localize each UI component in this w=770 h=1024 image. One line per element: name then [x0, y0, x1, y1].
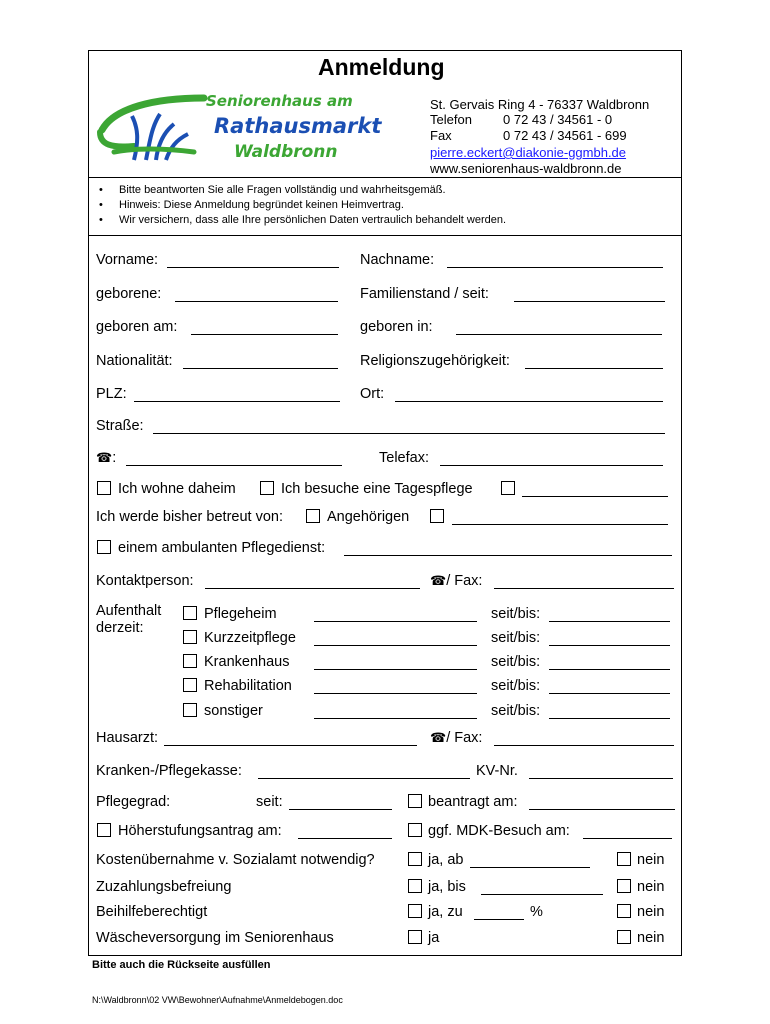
waesche-label: Wäscheversorgung im Seniorenhaus — [96, 930, 334, 946]
contact-telefon-value: 0 72 43 / 34561 - 0 — [503, 112, 613, 127]
wohnen-other-checkbox[interactable] — [501, 481, 515, 495]
geboren-in-label: geboren in: — [360, 319, 433, 335]
sonstiger-label: sonstiger — [204, 703, 263, 719]
beantragt-checkbox[interactable] — [408, 794, 422, 808]
contact-fax-value: 0 72 43 / 34561 - 699 — [503, 128, 627, 143]
pflegegrad-label: Pflegegrad: — [96, 794, 171, 810]
hoeherstufung-label: Höherstufungsantrag am: — [118, 823, 282, 839]
mdk-field[interactable] — [583, 838, 672, 839]
vorname-field[interactable] — [167, 267, 339, 268]
phone-icon: ☎ — [96, 450, 113, 465]
beihilfe-nein-label: nein — [637, 904, 665, 920]
waesche-nein-checkbox[interactable] — [617, 930, 631, 944]
hoeherstufung-checkbox[interactable] — [97, 823, 111, 837]
betreut-label: Ich werde bisher betreut von: — [96, 509, 283, 525]
telefon-field[interactable] — [126, 465, 342, 466]
phone-icon: ☎ — [430, 730, 447, 745]
hoeherstufung-field[interactable] — [298, 838, 392, 839]
geboren-am-label: geboren am: — [96, 319, 178, 335]
geborene-field[interactable] — [175, 301, 338, 302]
zuzahlung-ja-checkbox[interactable] — [408, 879, 422, 893]
kontaktperson-field[interactable] — [205, 588, 420, 589]
tagespflege-checkbox[interactable] — [260, 481, 274, 495]
header-divider — [88, 177, 682, 178]
waesche-ja-label: ja — [428, 930, 440, 946]
sonstiger-seit-field[interactable] — [549, 718, 670, 719]
contact-address: St. Gervais Ring 4 - 76337 Waldbronn — [430, 97, 650, 112]
waesche-ja-checkbox[interactable] — [408, 930, 422, 944]
telefax-field[interactable] — [440, 465, 663, 466]
kurzzeitpflege-field[interactable] — [314, 645, 477, 646]
strasse-field[interactable] — [153, 433, 665, 434]
kurzzeitpflege-checkbox[interactable] — [183, 630, 197, 644]
aufenthalt-label-1: Aufenthalt — [96, 603, 162, 619]
kasse-field[interactable] — [258, 778, 470, 779]
beantragt-field[interactable] — [529, 809, 675, 810]
ambulant-field[interactable] — [344, 555, 672, 556]
beihilfe-percent-field[interactable] — [474, 919, 524, 920]
rueckseite-note: Bitte auch die Rückseite ausfüllen — [92, 959, 271, 971]
notice-item: • Hinweis: Diese Anmeldung begründet keinen Heimvertrag. — [99, 199, 404, 211]
percent-sign: % — [530, 904, 543, 920]
mdk-label: ggf. MDK-Besuch am: — [428, 823, 570, 839]
telefax-label: Telefax: — [379, 450, 429, 466]
pflegegrad-seit-field[interactable] — [289, 809, 392, 810]
kontakt-fax-field[interactable] — [494, 588, 674, 589]
daheim-checkbox[interactable] — [97, 481, 111, 495]
sonstiger-field[interactable] — [314, 718, 477, 719]
rehabilitation-checkbox[interactable] — [183, 678, 197, 692]
notice-item: • Wir versichern, dass alle Ihre persönlichen Daten vertraulich behandelt werden. — [99, 214, 507, 226]
pflegegrad-seit-label: seit: — [256, 794, 283, 810]
seit-bis-label: seit/bis: — [491, 606, 541, 622]
religion-label: Religionszugehörigkeit: — [360, 353, 510, 369]
contact-telefon-label: Telefon — [430, 112, 472, 127]
hausarzt-fax-field[interactable] — [494, 745, 674, 746]
krankenhaus-checkbox[interactable] — [183, 654, 197, 668]
beihilfe-ja-label: ja, zu — [428, 904, 463, 920]
contact-fax-label: Fax — [430, 128, 452, 143]
ambulant-checkbox[interactable] — [97, 540, 111, 554]
kosten-nein-label: nein — [637, 852, 665, 868]
logo-line2: Rathausmarkt — [214, 114, 382, 138]
logo-line3: Waldbronn — [234, 142, 338, 162]
seit-bis-label: seit/bis: — [491, 654, 541, 670]
kosten-ab-field[interactable] — [470, 867, 590, 868]
kurzzeitpflege-seit-field[interactable] — [549, 645, 670, 646]
seit-bis-label: seit/bis: — [491, 703, 541, 719]
kv-nr-label: KV-Nr. — [476, 763, 518, 779]
notice-item: • Bitte beantworten Sie alle Fragen vollständig und wahrheitsgemäß. — [99, 184, 446, 196]
beihilfe-label: Beihilfeberechtigt — [96, 904, 208, 920]
familienstand-label: Familienstand / seit: — [360, 286, 489, 302]
contact-web: www.seniorenhaus-waldbronn.de — [430, 161, 622, 176]
vorname-label: Vorname: — [96, 252, 159, 268]
angehoerige-checkbox[interactable] — [306, 509, 320, 523]
aufenthalt-label-2: derzeit: — [96, 620, 144, 636]
ambulant-label: einem ambulanten Pflegedienst: — [118, 540, 326, 556]
nationalitaet-label: Nationalität: — [96, 353, 173, 369]
rehabilitation-label: Rehabilitation — [204, 678, 292, 694]
kosten-label: Kostenübernahme v. Sozialamt notwendig? — [96, 852, 375, 868]
pflegeheim-seit-field[interactable] — [549, 621, 670, 622]
seit-bis-label: seit/bis: — [491, 630, 541, 646]
beihilfe-ja-checkbox[interactable] — [408, 904, 422, 918]
strasse-label: Straße: — [96, 418, 144, 434]
waesche-nein-label: nein — [637, 930, 665, 946]
tagespflege-label: Ich besuche eine Tagespflege — [281, 481, 473, 497]
zuzahlung-nein-checkbox[interactable] — [617, 879, 631, 893]
betreut-other-field[interactable] — [452, 524, 668, 525]
kosten-ja-checkbox[interactable] — [408, 852, 422, 866]
wohnen-other-field[interactable] — [522, 496, 668, 497]
nationalitaet-field[interactable] — [183, 368, 338, 369]
ort-label: Ort: — [360, 386, 385, 402]
phone-icon: ☎ — [430, 573, 447, 588]
kontakt-fax-label: ☎/ Fax: — [430, 573, 483, 589]
file-path: N:\Waldbronn\02 VW\Bewohner\Aufnahme\Anmeldebogen.doc — [92, 995, 343, 1005]
kurzzeitpflege-label: Kurzzeitpflege — [204, 630, 296, 646]
nachname-label: Nachname: — [360, 252, 435, 268]
zuzahlung-bis-field[interactable] — [481, 894, 603, 895]
ort-field[interactable] — [395, 401, 663, 402]
logo-graphic — [94, 90, 224, 170]
kasse-label: Kranken-/Pflegekasse: — [96, 763, 242, 779]
kv-nr-field[interactable] — [529, 778, 673, 779]
daheim-label: Ich wohne daheim — [118, 481, 236, 497]
contact-email-link[interactable]: pierre.eckert@diakonie-ggmbh.de — [430, 145, 627, 160]
beantragt-label: beantragt am: — [428, 794, 518, 810]
geborene-label: geborene: — [96, 286, 162, 302]
kosten-ja-label: ja, ab — [428, 852, 464, 868]
sonstiger-checkbox[interactable] — [183, 703, 197, 717]
notice-divider — [88, 235, 682, 236]
familienstand-field[interactable] — [514, 301, 665, 302]
nachname-field[interactable] — [447, 267, 663, 268]
hausarzt-field[interactable] — [164, 745, 417, 746]
seit-bis-label: seit/bis: — [491, 678, 541, 694]
zuzahlung-label: Zuzahlungsbefreiung — [96, 879, 232, 895]
pflegeheim-checkbox[interactable] — [183, 606, 197, 620]
plz-field[interactable] — [134, 401, 340, 402]
kosten-nein-checkbox[interactable] — [617, 852, 631, 866]
angehoerige-label: Angehörigen — [327, 509, 410, 525]
hausarzt-label: Hausarzt: — [96, 730, 159, 746]
geboren-in-field[interactable] — [456, 334, 662, 335]
hausarzt-fax-label: ☎/ Fax: — [430, 730, 483, 746]
pflegeheim-label: Pflegeheim — [204, 606, 277, 622]
zuzahlung-nein-label: nein — [637, 879, 665, 895]
logo-line1: Seniorenhaus am — [206, 92, 353, 110]
logo — [94, 90, 382, 170]
kontaktperson-label: Kontaktperson: — [96, 573, 194, 589]
krankenhaus-label: Krankenhaus — [204, 654, 290, 670]
page-title: Anmeldung — [318, 54, 445, 80]
rehabilitation-seit-field[interactable] — [549, 693, 670, 694]
plz-label: PLZ: — [96, 386, 127, 402]
beihilfe-nein-checkbox[interactable] — [617, 904, 631, 918]
rehabilitation-field[interactable] — [314, 693, 477, 694]
pflegeheim-field[interactable] — [314, 621, 477, 622]
mdk-checkbox[interactable] — [408, 823, 422, 837]
krankenhaus-seit-field[interactable] — [549, 669, 670, 670]
krankenhaus-field[interactable] — [314, 669, 477, 670]
telefon-label: ☎: — [96, 450, 117, 466]
religion-field[interactable] — [525, 368, 663, 369]
zuzahlung-ja-label: ja, bis — [428, 879, 466, 895]
betreut-other-checkbox[interactable] — [430, 509, 444, 523]
geboren-am-field[interactable] — [191, 334, 338, 335]
